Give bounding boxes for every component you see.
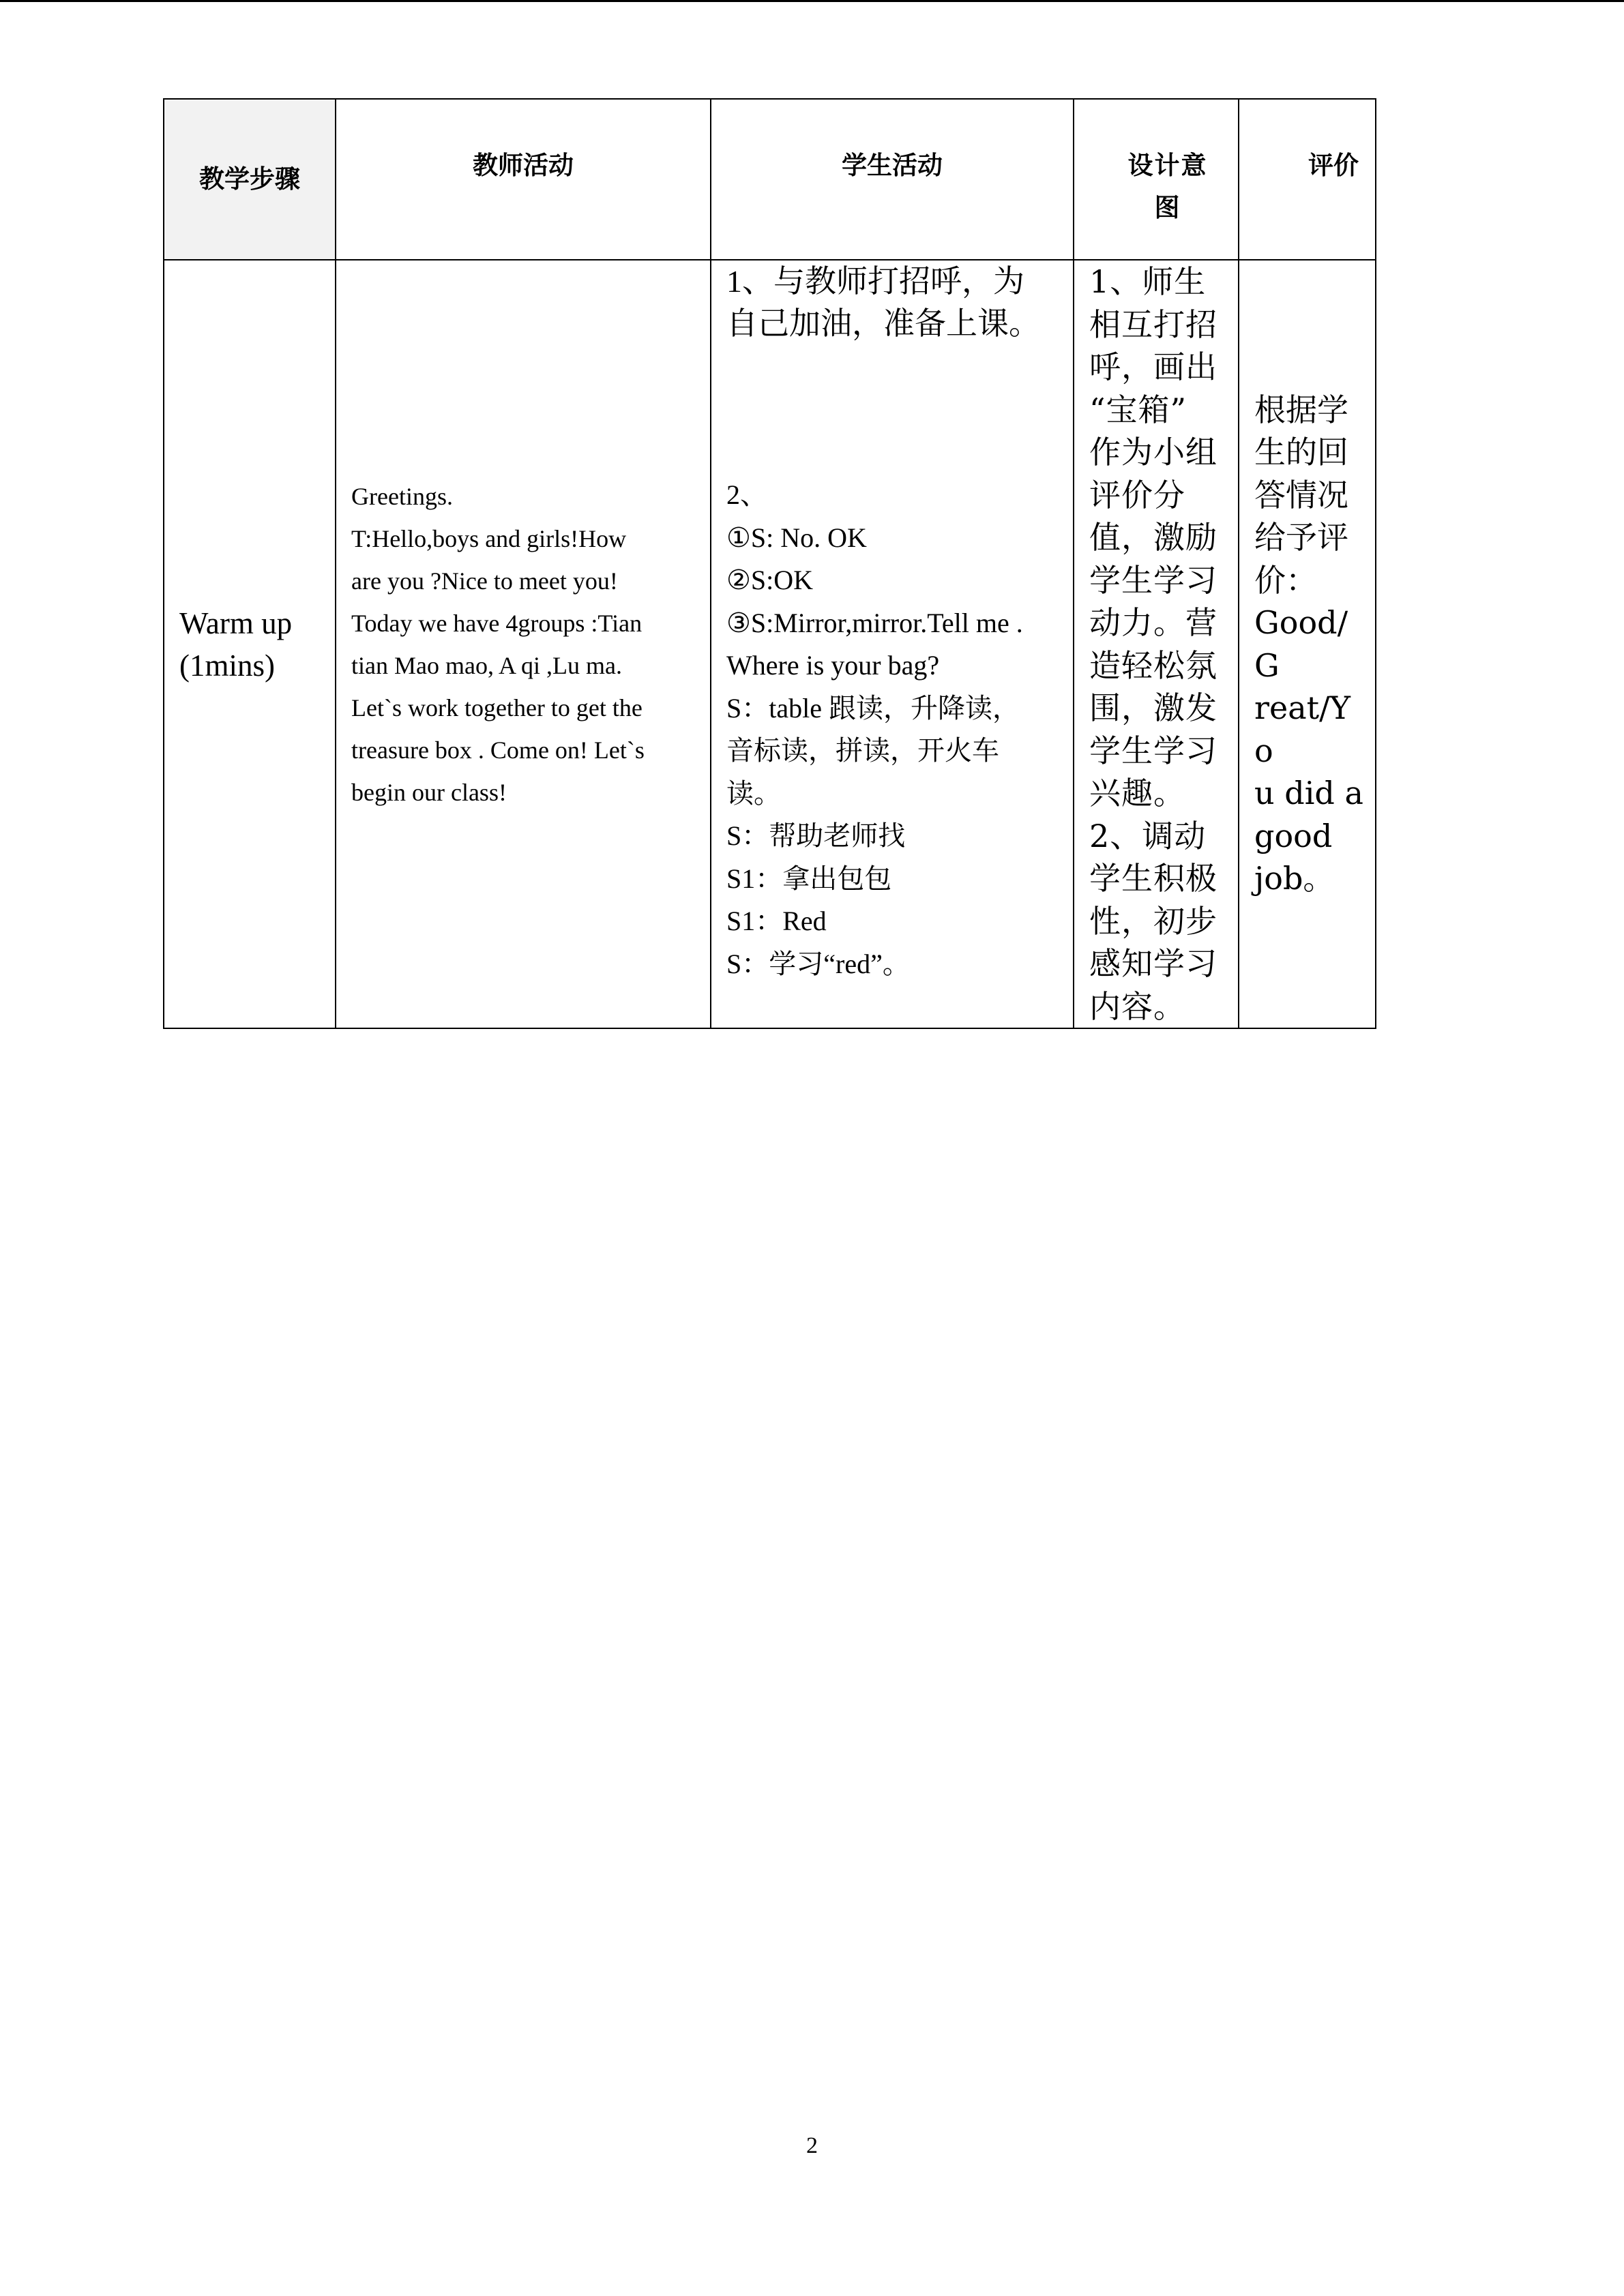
- header-evaluation: 评价: [1239, 99, 1376, 260]
- cell-student-activity: [711, 260, 1074, 1028]
- cell-evaluation: [1239, 260, 1376, 1028]
- cell-teacher-activity: [336, 260, 711, 1028]
- lesson-plan-table: [163, 98, 1376, 1029]
- evaluation-text: [1254, 389, 1365, 900]
- table-header-row: [164, 99, 1376, 260]
- design-intent-line: 性，初步: [1089, 902, 1217, 940]
- evaluation-line: Good/G: [1254, 604, 1348, 684]
- design-intent-line: 1、师生: [1089, 263, 1207, 300]
- design-intent-line: 感知学习: [1089, 945, 1217, 982]
- design-intent-line: 评价分: [1089, 476, 1185, 513]
- top-border-line: [0, 0, 1624, 2]
- teacher-activity-line: T:Hello,boys and girls!How: [351, 524, 627, 552]
- design-intent-line: 2、调动: [1089, 817, 1207, 854]
- header-teaching-step: 教学步骤: [164, 99, 336, 260]
- design-intent-line: 造轻松氛: [1089, 646, 1217, 684]
- student-activity-line: 自己加油，准备上课。: [726, 306, 1040, 341]
- teacher-activity-line: treasure box . Come on! Let`s: [351, 736, 645, 764]
- student-activity-line: 音标读，拼读，开火车: [726, 735, 999, 766]
- student-activity-text: [726, 260, 1061, 985]
- cell-design-intent: [1074, 260, 1239, 1028]
- evaluation-line: job。: [1254, 860, 1335, 897]
- teacher-activity-line: Greetings.: [351, 482, 453, 510]
- student-activity-line: 2、: [726, 479, 767, 510]
- page-number: 2: [806, 2133, 818, 2158]
- evaluation-line: 根据学: [1254, 391, 1348, 428]
- student-activity-line: S：学习“red”。: [726, 948, 910, 979]
- design-intent-line: 作为小组: [1089, 434, 1217, 471]
- design-intent-line: 学生积极: [1089, 860, 1217, 897]
- evaluation-line: reat/Yo: [1254, 689, 1350, 769]
- cell-step: Warm up (1mins): [164, 260, 336, 1028]
- evaluation-line: good: [1254, 817, 1333, 854]
- teacher-activity-text: [351, 475, 696, 814]
- student-activity-line: Where is your bag?: [726, 650, 940, 681]
- design-intent-line: 学生学习: [1089, 561, 1217, 599]
- design-intent-line: 呼，画出: [1089, 348, 1217, 385]
- teacher-activity-line: tian Mao mao, A qi ,Lu ma.: [351, 651, 622, 679]
- design-intent-line: 围，激发: [1089, 689, 1217, 726]
- design-intent-line: 值，激励: [1089, 519, 1217, 556]
- header-student-activity: 学生活动: [711, 99, 1074, 260]
- student-activity-line: ②S:OK: [726, 565, 813, 595]
- header-design-intent-text: 设计意 图: [1127, 151, 1208, 222]
- evaluation-line: 给予评: [1254, 519, 1348, 556]
- header-teacher-activity: 教师活动: [336, 99, 711, 260]
- table-row-warm-up: [164, 260, 1376, 1028]
- student-activity-line: S：table 跟读，升降读，: [726, 692, 1020, 724]
- design-intent-line: 学生学习: [1089, 732, 1217, 769]
- student-activity-line: ①S: No. OK: [726, 522, 867, 553]
- student-activity-line: S1：拿出包包: [726, 863, 892, 894]
- student-activity-line: 1、与教师打招呼，为: [726, 264, 1024, 299]
- evaluation-line: u did a: [1254, 775, 1363, 811]
- design-intent-line: 兴趣。: [1089, 775, 1185, 811]
- student-activity-line: S：帮助老师找: [726, 820, 906, 851]
- design-intent-line: 内容。: [1089, 987, 1185, 1025]
- teacher-activity-line: begin our class!: [351, 778, 507, 806]
- header-design-intent: [1074, 99, 1239, 260]
- evaluation-line: 答情况: [1254, 476, 1348, 513]
- student-activity-line: 读。: [726, 777, 781, 809]
- teacher-activity-line: Let`s work together to get the: [351, 694, 643, 721]
- design-intent-text: [1089, 260, 1228, 1028]
- design-intent-line: 动力。营: [1089, 604, 1217, 641]
- student-activity-line: S1：Red: [726, 906, 827, 936]
- teacher-activity-line: Today we have 4groups :Tian: [351, 609, 643, 637]
- evaluation-line: 生的回: [1254, 434, 1348, 471]
- design-intent-line: 相互打招: [1089, 305, 1217, 343]
- student-activity-line: ③S:Mirror,mirror.Tell me .: [726, 607, 1023, 638]
- teacher-activity-line: are you ?Nice to meet you!: [351, 567, 618, 595]
- design-intent-line: “宝箱”: [1089, 391, 1187, 428]
- evaluation-line: 价：: [1254, 561, 1317, 599]
